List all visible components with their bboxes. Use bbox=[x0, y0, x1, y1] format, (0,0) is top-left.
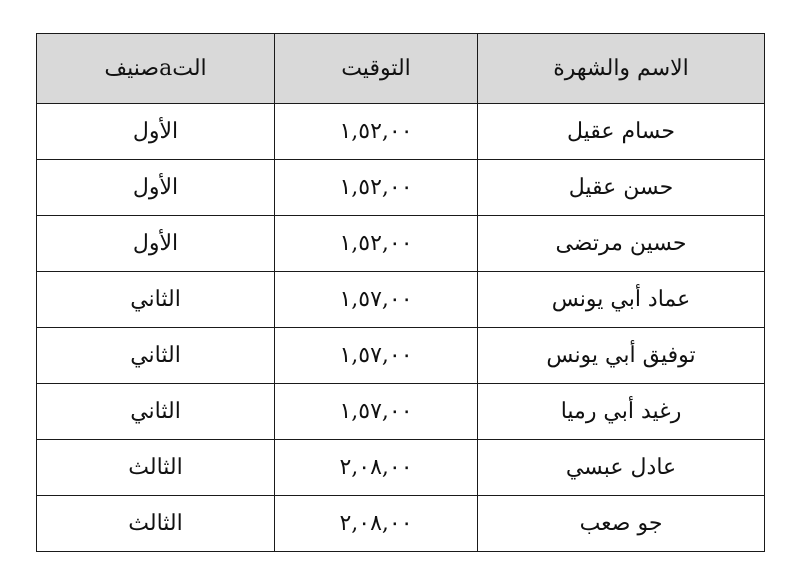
cell-time: ١,٥٧,٠٠ bbox=[275, 384, 478, 440]
cell-rank: الثالث bbox=[37, 440, 275, 496]
cell-time: ١,٥٢,٠٠ bbox=[275, 216, 478, 272]
table-header-row bbox=[37, 34, 765, 104]
table-row bbox=[37, 160, 765, 216]
cell-name: جو صعب bbox=[478, 496, 765, 552]
header-name: الاسم والشهرة bbox=[478, 34, 765, 104]
table-row bbox=[37, 328, 765, 384]
cell-rank: الأول bbox=[37, 160, 275, 216]
cell-name: عادل عبسي bbox=[478, 440, 765, 496]
cell-name: حسين مرتضى bbox=[478, 216, 765, 272]
results-table bbox=[36, 33, 765, 552]
cell-rank: الثاني bbox=[37, 328, 275, 384]
cell-time: ١,٥٧,٠٠ bbox=[275, 272, 478, 328]
table-row bbox=[37, 384, 765, 440]
header-rank: التaصنيف bbox=[37, 34, 275, 104]
cell-time: ٢,٠٨,٠٠ bbox=[275, 496, 478, 552]
table-row bbox=[37, 272, 765, 328]
cell-time: ١,٥٢,٠٠ bbox=[275, 104, 478, 160]
header-time: التوقيت bbox=[275, 34, 478, 104]
table-row bbox=[37, 496, 765, 552]
cell-time: ٢,٠٨,٠٠ bbox=[275, 440, 478, 496]
table-row bbox=[37, 104, 765, 160]
cell-rank: الثاني bbox=[37, 384, 275, 440]
cell-time: ١,٥٢,٠٠ bbox=[275, 160, 478, 216]
cell-rank: الثاني bbox=[37, 272, 275, 328]
table-row bbox=[37, 216, 765, 272]
results-table-container bbox=[36, 33, 764, 552]
cell-rank: الثالث bbox=[37, 496, 275, 552]
cell-name: رغيد أبي رميا bbox=[478, 384, 765, 440]
cell-time: ١,٥٧,٠٠ bbox=[275, 328, 478, 384]
cell-name: حسام عقيل bbox=[478, 104, 765, 160]
cell-name: توفيق أبي يونس bbox=[478, 328, 765, 384]
table-row bbox=[37, 440, 765, 496]
cell-rank: الأول bbox=[37, 104, 275, 160]
cell-rank: الأول bbox=[37, 216, 275, 272]
cell-name: حسن عقيل bbox=[478, 160, 765, 216]
cell-name: عماد أبي يونس bbox=[478, 272, 765, 328]
